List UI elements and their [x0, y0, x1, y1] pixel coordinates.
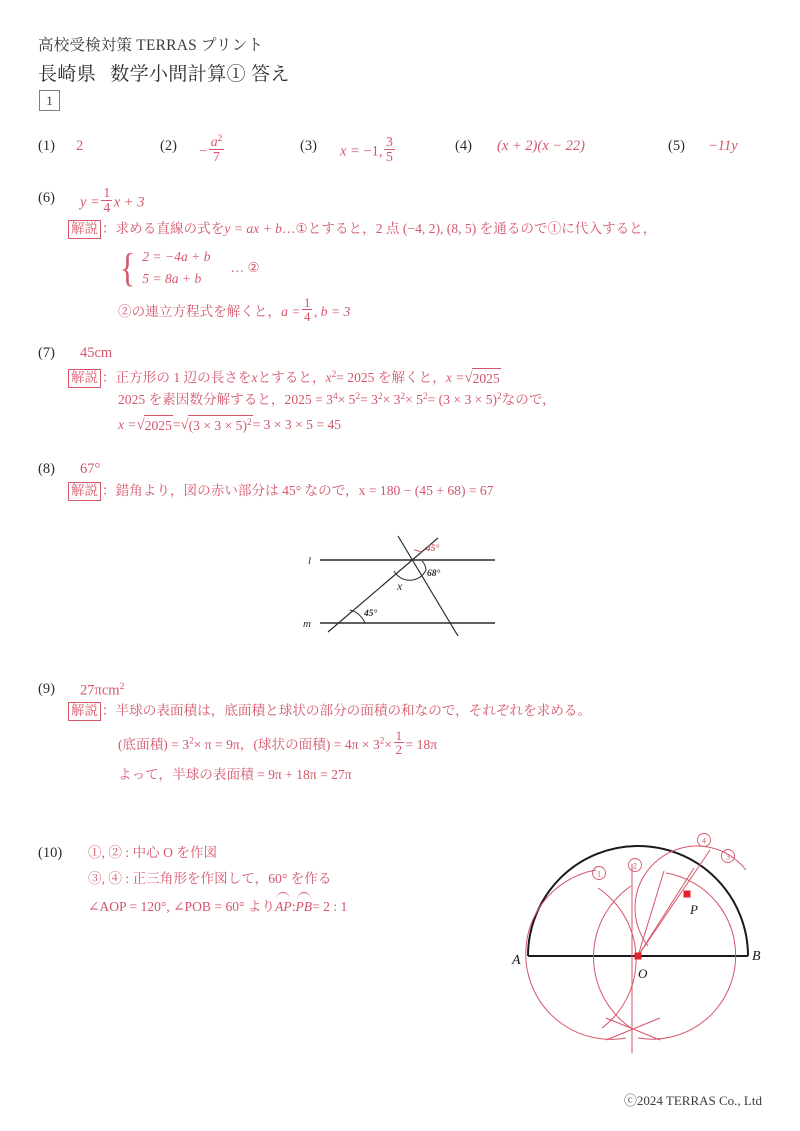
equation-system-tag: … ② — [230, 260, 260, 276]
answer-9-value: 27πcm — [80, 682, 120, 699]
sqrt-2025: √2025 — [464, 367, 500, 389]
arc-PB — [295, 895, 312, 917]
question-label-8: (8) — [38, 461, 55, 477]
answer-7: 45cm — [80, 345, 113, 361]
explanation-9-line-2 — [118, 729, 437, 756]
label-point-O: O — [638, 966, 648, 981]
fraction-3-over-5 — [384, 135, 395, 164]
x-equals: x = — [118, 417, 137, 433]
label-angle-45-top: 45° — [426, 544, 440, 554]
answer-6-lhs: y = — [80, 194, 100, 211]
point-P-marker — [684, 891, 691, 898]
page-title — [38, 59, 290, 86]
exponent: 4 — [332, 391, 338, 401]
ratio-value: = 2 : 1 — [312, 899, 348, 914]
radicand: 2025 — [144, 415, 173, 436]
factor-tail: なので， — [501, 392, 556, 408]
explanation-7-line-1 — [68, 367, 501, 389]
arc-label-3-group — [722, 850, 735, 863]
construction-arc-2b — [598, 888, 636, 1028]
sqrt-2025: √2025 — [137, 414, 173, 436]
factor-text: = 3 — [360, 392, 378, 408]
question-label-2: (2) — [160, 138, 177, 154]
ray-O-aux-2 — [638, 871, 664, 956]
answer-4: (x + 2)(x − 22) — [497, 138, 586, 154]
angle-arc-45-top — [414, 550, 422, 553]
explanation-text: ：半球の表面積は，底面積と球状の部分の面積の和なので，それぞれを求める。 — [102, 703, 592, 718]
question-label-1: (1) — [38, 138, 55, 154]
label-angle-x: x — [397, 579, 403, 593]
explanation-10-line-3 — [88, 895, 347, 917]
label-angle-45-bottom: 45° — [364, 609, 378, 619]
answer-3 — [340, 135, 396, 164]
label-line-m: m — [303, 618, 311, 630]
arc-label-2-group — [629, 859, 642, 872]
exponent: 2 — [331, 368, 337, 379]
base-area-text: (底面積) = 3 — [118, 736, 190, 752]
fraction-numerator: 3 — [386, 134, 393, 149]
times-sign: × — [384, 736, 393, 752]
fraction-denominator: 5 — [386, 149, 393, 165]
label-line-l: l — [308, 555, 312, 567]
fraction-1-over-4 — [302, 296, 312, 323]
answer-6-rhs: x + 3 — [113, 194, 145, 211]
answer-1: 2 — [76, 138, 84, 154]
exponent: 2 — [379, 735, 385, 746]
explanation-8-line-1 — [68, 481, 494, 501]
fraction-1-over-4 — [101, 186, 112, 215]
factor-text: × 3 — [382, 392, 401, 408]
explanation-7-line-2 — [118, 390, 556, 410]
variable-x: x — [251, 370, 258, 385]
fraction-numerator: 1 — [103, 185, 111, 200]
x-equals: x = — [445, 370, 465, 385]
minus-sign: − — [199, 143, 208, 160]
exponent: 2 — [497, 391, 502, 401]
factor-text: = (3 × 3 × 5) — [427, 392, 498, 408]
kaisetsu-badge: 解説 — [68, 482, 101, 501]
arc-label-4-group — [698, 834, 711, 847]
ray-OP-extended — [638, 850, 710, 956]
prefecture-name: 長崎県 — [38, 64, 97, 85]
label-angle-68: 68° — [427, 569, 441, 579]
answer-3-lhs: x = — [340, 143, 360, 160]
arc-label-4: 4 — [702, 836, 706, 846]
variable-x-2: x — [325, 370, 332, 385]
explanation-6-line-3 — [118, 296, 350, 323]
radicand: 2025 — [472, 368, 501, 389]
explanation-b-value: , b = 3 — [313, 303, 351, 319]
exponent: 2 — [400, 391, 406, 401]
factor-text: × 5 — [337, 392, 356, 408]
label-point-B: B — [752, 949, 761, 964]
factorization-text: 2025 を素因数分解すると，2025 = 3 — [118, 392, 333, 408]
sphere-area-text: × π = 9π，(球状の面積) = 4π × 3 — [193, 736, 380, 752]
equation-system-6 — [118, 246, 260, 290]
radicand-text: (3 × 3 × 5) — [188, 418, 247, 434]
kaisetsu-badge: 解説 — [68, 702, 101, 721]
arc-AP-label: AP — [275, 899, 292, 914]
question-label-3: (3) — [300, 138, 317, 154]
explanation-10-line-1: ①, ② : 中心 O を作図 — [88, 845, 218, 860]
fraction-numerator: a — [210, 134, 218, 150]
explanation-7-line-3 — [118, 414, 341, 436]
equation-row-1: 2 = −4a + b — [142, 249, 211, 264]
equation-row-2: 5 = 8a + b — [142, 271, 202, 287]
question-label-9: (9) — [38, 681, 55, 697]
answer-5: −11y — [708, 138, 738, 154]
equals-sign: = — [172, 417, 181, 433]
angle-arc-68 — [422, 561, 426, 570]
explanation-equation: y = ax + b — [224, 221, 282, 236]
left-brace: { — [119, 244, 136, 290]
fraction-numerator: 1 — [304, 295, 311, 310]
exponent: 2 — [246, 417, 252, 427]
explanation-text: ：正方形の 1 辺の長さを — [102, 370, 252, 385]
explanation-text: ：錯角より，図の赤い部分は 45° なので，x = 180 − (45 + 68) = 67 — [102, 483, 494, 498]
construction-arc-1 — [526, 870, 626, 1039]
explanation-9-line-3: よって，半球の表面積 = 9π + 18π = 27π — [118, 767, 352, 782]
section-number-box: 1 — [39, 90, 60, 111]
header-subtitle: 高校受検対策 TERRAS プリント — [38, 37, 264, 54]
explanation-text: ②の連立方程式を解くと， — [118, 303, 282, 319]
answer-3-root1: −1, — [363, 143, 383, 160]
result-text: = 18π — [405, 736, 438, 752]
arc-label-2: 2 — [633, 861, 637, 871]
factor-text: × 5 — [405, 392, 423, 408]
arc-label-1-group — [593, 867, 606, 880]
kaisetsu-badge: 解説 — [68, 220, 101, 239]
copyright-footer: ⓒ2024 TERRAS Co., Ltd — [623, 1093, 762, 1108]
label-point-P: P — [690, 902, 698, 917]
parallel-lines-figure — [290, 528, 560, 648]
explanation-9-line-1 — [68, 701, 591, 721]
arc-label-1: 1 — [597, 869, 601, 879]
explanation-text-2: とすると， — [257, 370, 326, 385]
fraction-denominator: 7 — [209, 149, 225, 164]
exponent: 2 — [355, 391, 361, 401]
exponent: 2 — [217, 134, 223, 144]
sqrt-product-squared: $√(3 \times 3 \times 5)^2$ — [181, 414, 253, 436]
exponent: 2 — [377, 391, 383, 401]
fraction-1-over-2 — [394, 729, 404, 756]
fraction-a2-over-7 — [209, 135, 225, 164]
answer-9 — [80, 681, 124, 699]
point-O-marker — [635, 953, 642, 960]
answer-8: 67° — [80, 461, 101, 477]
fraction-denominator: 4 — [304, 309, 311, 325]
title-main: 数学小問計算① 答え — [110, 64, 290, 85]
label-point-A: A — [512, 953, 521, 968]
equation-rows — [142, 246, 210, 290]
arc-PB-label: PB — [295, 899, 313, 914]
exponent: 2 — [119, 681, 125, 692]
arc-label-3: 3 — [726, 852, 730, 862]
radicand — [188, 415, 253, 436]
exponent: 2 — [189, 735, 194, 746]
question-label-7: (7) — [38, 345, 55, 361]
explanation-6-line-1 — [68, 219, 656, 239]
semicircle-construction-figure — [498, 828, 790, 1063]
explanation-a-value: a = — [281, 303, 301, 319]
ray-O-aux — [638, 868, 694, 956]
explanation-text-3: = 2025 を解くと， — [336, 370, 446, 385]
fraction-denominator: 2 — [395, 742, 403, 758]
answer-6 — [80, 186, 144, 215]
question-label-10: (10) — [38, 845, 63, 861]
question-label-6: (6) — [38, 190, 55, 206]
arc-AP — [275, 895, 292, 917]
explanation-10-line-2: ③, ④ : 正三角形を作図して，60° を作る — [88, 871, 332, 886]
fraction-denominator: 4 — [103, 200, 111, 216]
explanation-text: ：求める直線の式を — [102, 221, 225, 236]
kaisetsu-badge: 解説 — [68, 369, 101, 388]
fraction-numerator: 1 — [395, 728, 403, 743]
question-label-4: (4) — [455, 138, 472, 154]
ratio-colon: : — [291, 899, 296, 914]
result-text: = 3 × 3 × 5 = 45 — [252, 417, 342, 433]
explanation-text-cont: …①とすると，2 点 (−4, 2), (8, 5) を通るので①に代入すると， — [281, 221, 657, 236]
exponent: 2 — [422, 391, 428, 401]
angle-statement: ∠AOP = 120°, ∠POB = 60° より — [88, 899, 276, 914]
answer-2 — [199, 135, 226, 164]
question-label-5: (5) — [668, 138, 685, 154]
